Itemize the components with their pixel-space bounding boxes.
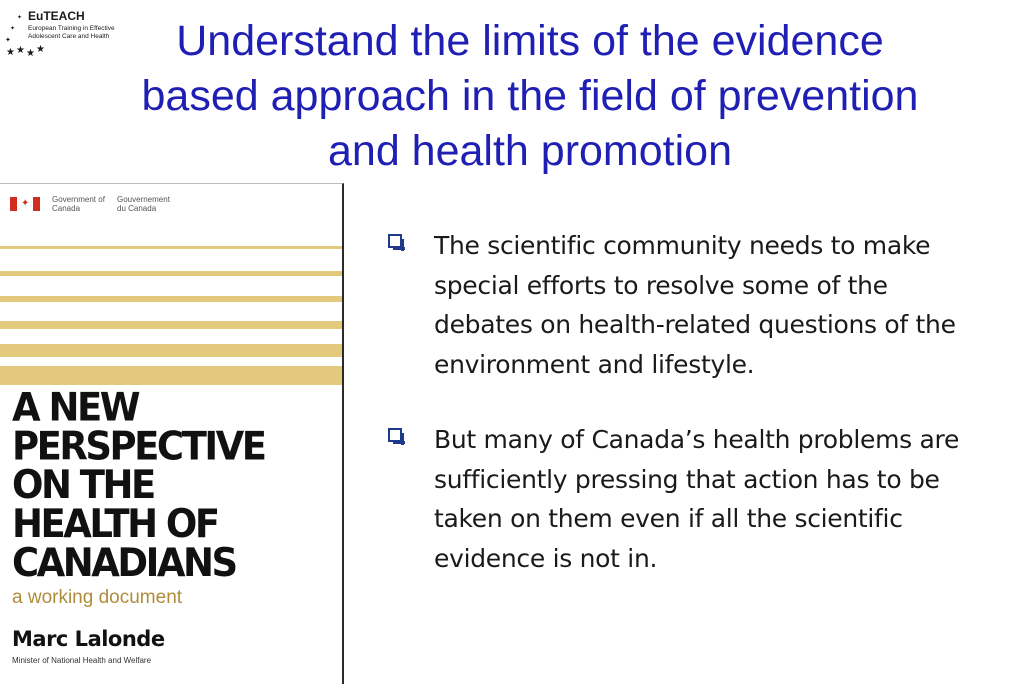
title-line: and health promotion (327, 127, 732, 175)
logo-subtitle: European Training in Effective Adolescent Care and Health (28, 25, 115, 40)
title-line: Understand the limits of the evidence (176, 17, 884, 65)
book-title-line: ON THE (12, 462, 154, 508)
book-title-line: A NEW (12, 384, 139, 430)
title-line: based approach in the field of prevention (141, 72, 919, 120)
checkbox-bullet-icon (388, 234, 402, 248)
bullet-list (388, 226, 988, 614)
bullet-text: But many of Canada’s health problems are sufficiently pressing that action has to be taken on them even if all the scientific evidence is not in. (434, 425, 960, 573)
government-label-fr: Gouvernement du Canada (117, 195, 170, 213)
cover-stripe (0, 344, 342, 357)
bullet-text: The scientific community needs to make special efforts to resolve some of the debates on health-related questions of the environment and lifestyle. (434, 231, 956, 379)
cover-stripe (0, 366, 342, 385)
checkbox-bullet-icon (388, 428, 402, 442)
book-subtitle: a working document (12, 587, 183, 608)
list-item (388, 226, 988, 384)
star-icon: ★ (6, 47, 15, 58)
star-icon: ✦ (17, 15, 23, 21)
star-icon: ★ (26, 48, 35, 59)
cover-stripe (0, 321, 342, 329)
cover-stripe (0, 296, 342, 302)
cover-stripe (0, 271, 342, 276)
star-icon: ✦ (5, 37, 11, 44)
book-title (12, 384, 265, 586)
book-title-line: CANADIANS (12, 540, 236, 586)
cover-stripe (0, 246, 342, 249)
star-icon: ★ (36, 44, 45, 55)
list-item (388, 420, 988, 578)
author-role: Minister of National Health and Welfare (12, 656, 152, 665)
star-icon: ✦ (10, 26, 16, 32)
star-icon: ★ (16, 45, 25, 56)
book-title-line: PERSPECTIVE (12, 423, 265, 469)
page-title (110, 14, 950, 179)
logo-name: EuTEACH (28, 9, 85, 23)
government-label-en: Government of Canada (52, 195, 105, 213)
book-author: Marc Lalonde (12, 627, 165, 651)
canada-flag-icon: ✦ (10, 197, 40, 211)
book-cover-image (0, 183, 344, 684)
book-title-line: HEALTH OF (12, 501, 218, 547)
